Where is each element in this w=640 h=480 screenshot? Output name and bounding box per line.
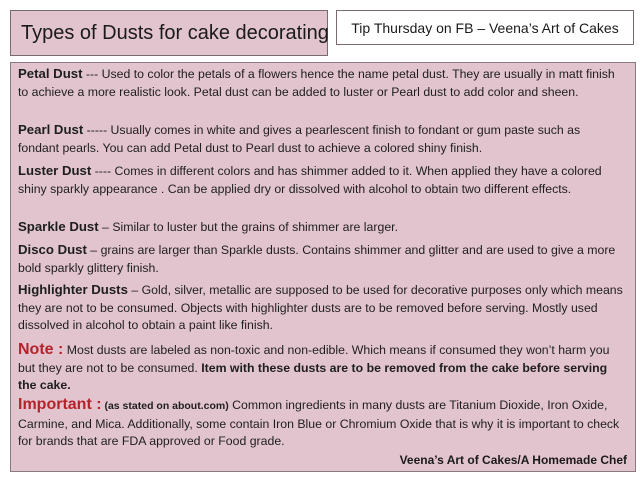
dust-entry-petal	[18, 65, 624, 101]
dust-separator: –	[127, 283, 142, 297]
important-source: (as stated on about.com)	[101, 400, 229, 412]
dust-entry-disco	[18, 241, 624, 277]
dust-term: Disco Dust	[18, 242, 87, 257]
dust-separator: -----	[83, 123, 111, 137]
dust-description: Similar to luster but the grains of shimmer are larger.	[112, 220, 398, 234]
dust-description: Gold, silver, metallic are supposed to be used for decorative purposes only which means they are not to be consumed. Objects with highlighter dusts are to be removed before serving. Mostly used dissolved in alcohol to obtain a paint like finish.	[18, 283, 623, 332]
dust-entry-sparkle	[18, 218, 624, 237]
note-section	[18, 341, 624, 395]
dust-term: Pearl Dust	[18, 122, 84, 137]
note-warning: Item with these dusts are to be removed from the cake before serving the cake.	[18, 360, 608, 392]
footer-credit: Veena’s Art of Cakes/A Homemade Chef	[399, 453, 627, 467]
dust-separator: ----	[91, 164, 115, 178]
dust-separator: –	[98, 220, 113, 234]
dust-entry-luster	[18, 162, 624, 198]
dust-term: Sparkle Dust	[18, 219, 99, 234]
dust-description: Used to color the petals of a flowers hence the name petal dust. They are usually in matt finish to achieve a more realistic look. Petal dust can be added to luster or Pearl dust to add color and sheen.	[18, 67, 615, 99]
tip-box	[336, 10, 634, 45]
title-box	[10, 10, 328, 56]
dust-description: grains are larger than Sparkle dusts. Contains shimmer and glitter and are used to give a more bold sparkly glittery finish.	[18, 243, 616, 275]
dust-entry-highlighter	[18, 281, 624, 335]
note-label: Note :	[18, 341, 64, 358]
dust-description: Usually comes in white and gives a pearlescent finish to fondant or gum paste such as fondant pearls. You can add Petal dust to Pearl dust to achieve a colored shiny finish.	[18, 123, 581, 155]
dust-description: Comes in different colors and has shimmer added to it. When applied they have a colored shiny sparkly appearance . Can be applied dry or dissolved with alcohol to obtain two different effects.	[18, 164, 602, 196]
dust-term: Luster Dust	[18, 163, 92, 178]
dust-separator: –	[86, 243, 101, 257]
dust-term: Highlighter Dusts	[18, 282, 128, 297]
important-text: Common ingredients in many dusts are Titanium Dioxide, Iron Oxide, Carmine, and Mica. Additionally, some contain Iron Blue or Chromium Oxide that is why it is important to check for brands that are FDA approved or Food grade.	[18, 398, 620, 448]
note-text: Most dusts are labeled as non-toxic and non-edible. Which means if consumed they won’t harm you but they are not to be consumed.	[18, 343, 610, 375]
dust-separator: ---	[82, 67, 102, 81]
important-label: Important :	[18, 396, 102, 413]
content-panel	[10, 62, 636, 472]
page-title: Types of Dusts for cake decorating	[21, 21, 329, 44]
important-section	[18, 396, 624, 451]
dust-term: Petal Dust	[18, 66, 83, 81]
tip-caption: Tip Thursday on FB – Veena’s Art of Cakes	[351, 19, 619, 36]
dust-entry-pearl	[18, 121, 624, 157]
